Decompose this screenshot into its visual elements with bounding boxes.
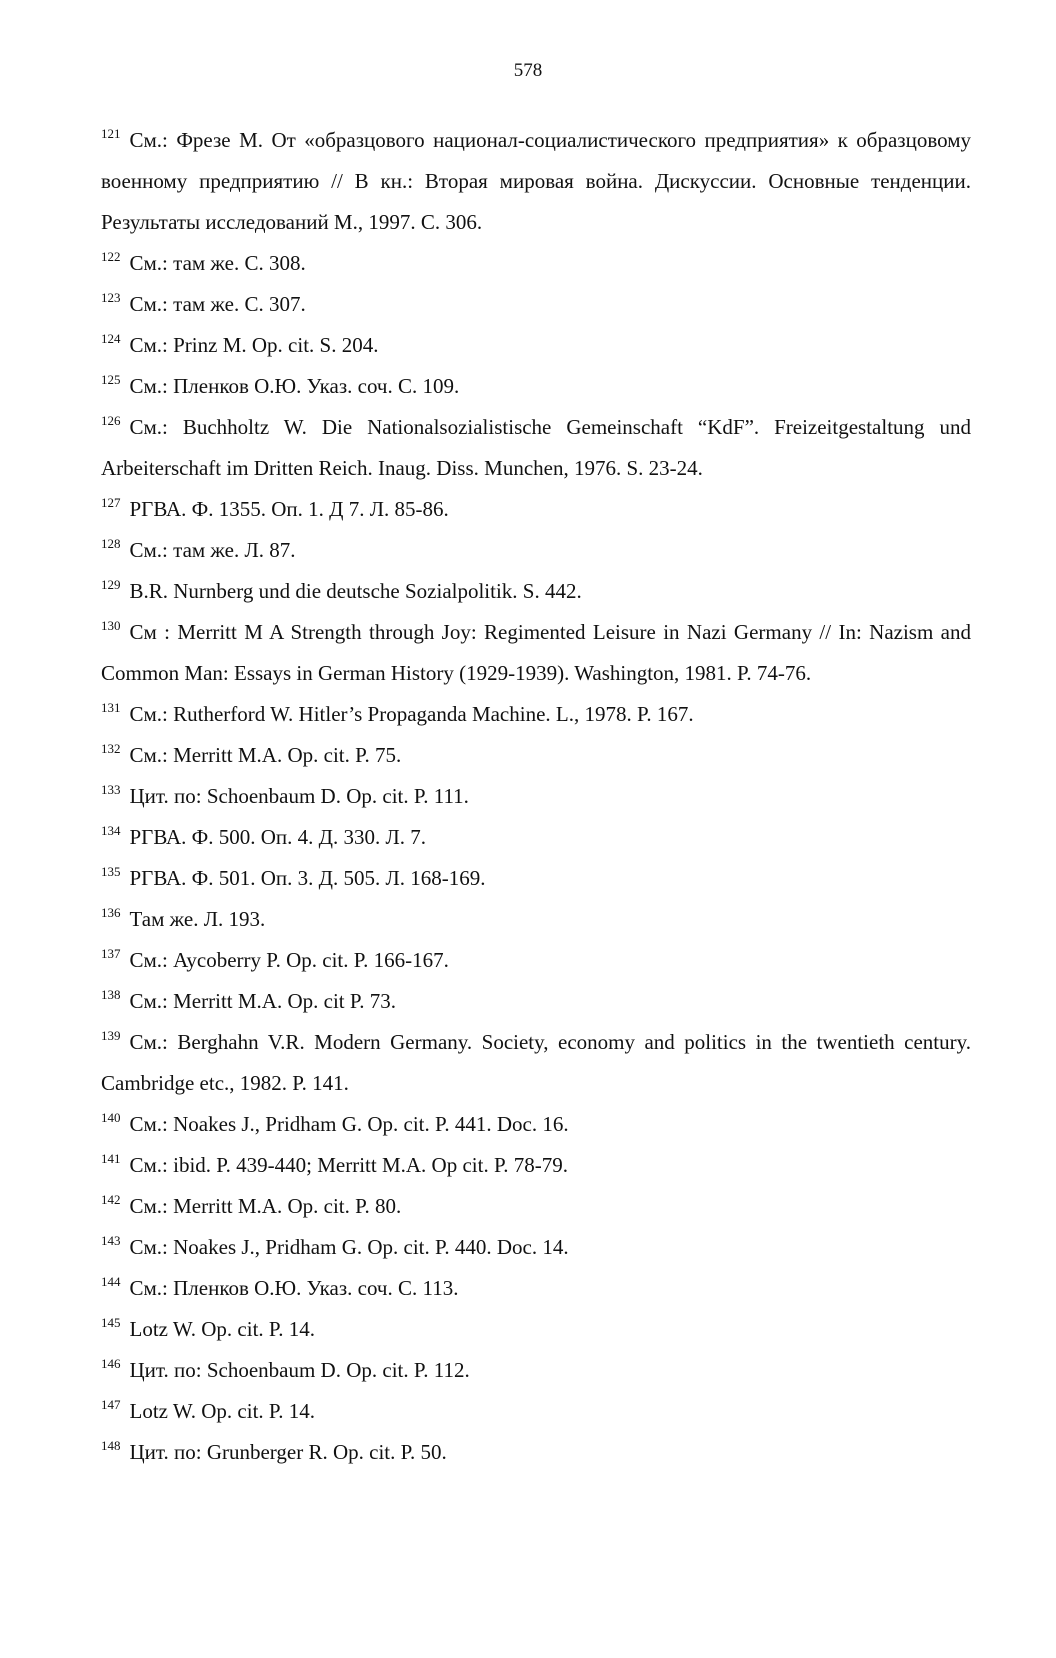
footnote-number: 123 (101, 290, 121, 305)
footnote-number: 126 (101, 413, 121, 428)
footnote (101, 1145, 971, 1186)
footnote-number: 135 (101, 864, 121, 879)
footnote-text: РГВА. Ф. 501. Оп. 3. Д. 505. Л. 168-169. (129, 866, 486, 890)
footnote (101, 571, 971, 612)
footnote-number: 147 (101, 1397, 121, 1412)
footnote-text: B.R. Nurnberg und die deutsche Sozialpolitik. S. 442. (129, 579, 582, 603)
footnote-text: См.: там же. Л. 87. (129, 538, 296, 562)
footnote (101, 120, 971, 243)
footnote (101, 284, 971, 325)
footnote-number: 142 (101, 1192, 121, 1207)
footnote-number: 127 (101, 495, 121, 510)
footnote (101, 694, 971, 735)
footnote-number: 146 (101, 1356, 121, 1371)
footnote-text: Lotz W. Op. cit. P. 14. (129, 1317, 316, 1341)
footnote-text: См.: Berghahn V.R. Modern Germany. Society, economy and politics in the twentieth century. Cambridge etc., 1982. P. 141. (101, 1030, 971, 1095)
footnote (101, 1309, 971, 1350)
footnote-text: Там же. Л. 193. (129, 907, 266, 931)
footnote (101, 1227, 971, 1268)
footnote-text: Цит. по: Schoenbaum D. Op. cit. P. 112. (129, 1358, 470, 1382)
page-number: 578 (513, 60, 543, 81)
footnote (101, 1268, 971, 1309)
footnote-text: См.: ibid. P. 439-440; Merritt M.A. Op cit. P. 78-79. (129, 1153, 569, 1177)
footnote-number: 141 (101, 1151, 121, 1166)
footnote (101, 243, 971, 284)
footnote-number: 133 (101, 782, 121, 797)
footnote (101, 1104, 971, 1145)
footnote-text: Lotz W. Op. cit. P. 14. (129, 1399, 316, 1423)
footnote (101, 981, 971, 1022)
footnote (101, 858, 971, 899)
footnote (101, 407, 971, 489)
footnote-number: 139 (101, 1028, 121, 1043)
footnote-text: См.: Aycoberry P. Op. cit. P. 166-167. (129, 948, 449, 972)
footnote (101, 1186, 971, 1227)
footnote (101, 1350, 971, 1391)
footnote (101, 612, 971, 694)
footnote-text: Цит. по: Schoenbaum D. Op. cit. P. 111. (129, 784, 469, 808)
footnote-text: См.: Merritt M.A. Op. cit. P. 75. (129, 743, 402, 767)
footnote-text: См.: там же. С. 307. (129, 292, 306, 316)
footnote (101, 776, 971, 817)
footnote-text: См.: Prinz M. Op. cit. S. 204. (129, 333, 379, 357)
footnote-number: 129 (101, 577, 121, 592)
footnote-number: 140 (101, 1110, 121, 1125)
footnote-text: См.: Noakes J., Pridham G. Op. cit. P. 440. Doc. 14. (129, 1235, 569, 1259)
footnotes-list (101, 120, 971, 1473)
footnote (101, 1391, 971, 1432)
footnote (101, 940, 971, 981)
footnote-number: 145 (101, 1315, 121, 1330)
footnote-number: 137 (101, 946, 121, 961)
footnote-number: 143 (101, 1233, 121, 1248)
footnote-number: 138 (101, 987, 121, 1002)
footnote-text: См.: Buchholtz W. Die Nationalsozialistische Gemeinschaft “KdF”. Freizeitgestaltung und Arbeiterschaft im Dritten Reich. Inaug. Diss. Munchen, 1976. S. 23-24. (101, 415, 971, 480)
footnote-text: См.: там же. С. 308. (129, 251, 306, 275)
footnote-text: См.: Пленков О.Ю. Указ. соч. С. 109. (129, 374, 460, 398)
footnote (101, 1432, 971, 1473)
footnote-number: 148 (101, 1438, 121, 1453)
footnote-text: РГВА. Ф. 1355. Оп. 1. Д 7. Л. 85-86. (129, 497, 449, 521)
footnote-text: См.: Merritt M.A. Op. cit P. 73. (129, 989, 396, 1013)
footnote-number: 131 (101, 700, 121, 715)
footnote-number: 125 (101, 372, 121, 387)
footnote-number: 130 (101, 618, 121, 633)
footnote (101, 530, 971, 571)
footnote-number: 136 (101, 905, 121, 920)
footnote-text: См.: Фрезе М. От «образцового национал-социалистического предприятия» к образцовому военному предприятию // В кн.: Вторая мировая война. Дискуссии. Основные тенденции. Результаты исследований М., 1997. С. 306. (101, 128, 971, 234)
footnote (101, 817, 971, 858)
footnote (101, 899, 971, 940)
footnote-number: 121 (101, 126, 121, 141)
footnote-number: 122 (101, 249, 121, 264)
footnote-text: См.: Пленков О.Ю. Указ. соч. С. 113. (129, 1276, 459, 1300)
footnote (101, 489, 971, 530)
footnote-number: 124 (101, 331, 121, 346)
footnote-number: 144 (101, 1274, 121, 1289)
footnote (101, 735, 971, 776)
footnote-text: РГВА. Ф. 500. Оп. 4. Д. 330. Л. 7. (129, 825, 426, 849)
footnote (101, 366, 971, 407)
footnote (101, 325, 971, 366)
footnote (101, 1022, 971, 1104)
footnote-text: См.: Rutherford W. Hitler’s Propaganda Machine. L., 1978. P. 167. (129, 702, 694, 726)
footnote-text: См.: Noakes J., Pridham G. Op. cit. P. 441. Doc. 16. (129, 1112, 569, 1136)
footnote-text: См : Merritt M A Strength through Joy: Regimented Leisure in Nazi Germany // In: Nazism and Common Man: Essays in German History (1929-1939). Washington, 1981. P. 74-76. (101, 620, 971, 685)
footnote-text: См.: Merritt M.A. Op. cit. P. 80. (129, 1194, 402, 1218)
footnote-number: 128 (101, 536, 121, 551)
footnote-number: 132 (101, 741, 121, 756)
footnote-text: Цит. по: Grunberger R. Op. cit. P. 50. (129, 1440, 447, 1464)
footnote-number: 134 (101, 823, 121, 838)
